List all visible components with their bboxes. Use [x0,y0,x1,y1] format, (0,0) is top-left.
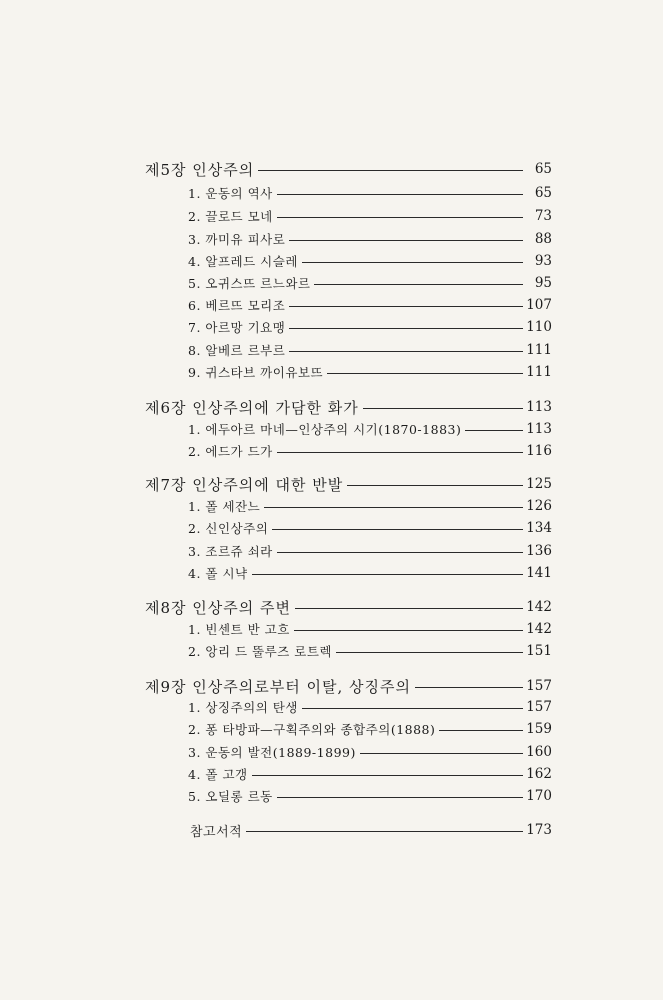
toc-chapter-6 [145,397,552,417]
toc-entry-label: 3. 운동의 발전(1889-1899) [188,745,356,760]
toc-page-number: 173 [526,822,552,838]
dot-leader [327,373,523,374]
toc-page-number: 142 [526,621,552,637]
toc-entry-label: 제6장 인상주의에 가담한 화가 [145,398,359,417]
toc-page-number: 170 [526,788,552,804]
dot-leader [289,351,523,352]
toc-page-number: 93 [534,253,552,269]
toc-page-number: 116 [526,443,552,459]
toc-section [188,719,552,739]
toc-section [188,419,552,439]
toc-page-number: 111 [526,364,552,380]
toc-section [188,786,552,806]
dot-leader [336,652,523,653]
toc-entry-label: 6. 베르뜨 모리조 [188,298,286,313]
toc-page-number: 134 [526,520,552,536]
toc-section [188,362,552,382]
dot-leader [289,240,523,241]
dot-leader [302,708,523,709]
toc-section [188,340,552,360]
toc-page-number: 160 [526,744,552,760]
dot-leader [277,217,523,218]
toc-page-number: 88 [534,231,552,247]
toc-entry-label: 2. 끌로드 모네 [188,209,273,224]
toc-page-number: 110 [526,319,552,335]
toc-section [188,619,552,639]
toc-section [188,518,552,538]
dot-leader [272,529,523,530]
toc-page-number: 107 [526,297,552,313]
toc-entry-label: 2. 앙리 드 뚤루즈 로트렉 [188,644,332,659]
dot-leader [277,452,523,453]
toc-bibliography [190,820,552,840]
toc-section [188,563,552,583]
toc-section [188,295,552,315]
toc-page-number: 95 [534,275,552,291]
toc-section [188,764,552,784]
toc-entry-label: 2. 에드가 드가 [188,444,273,459]
toc-page-number: 157 [526,678,552,694]
toc-entry-label: 4. 폴 고갱 [188,767,248,782]
dot-leader [289,306,523,307]
toc-section [188,541,552,561]
toc-page-number: 162 [526,766,552,782]
toc-entry-label: 1. 폴 세잔느 [188,499,261,514]
toc-chapter-8 [145,597,552,617]
toc-entry-label: 1. 상징주의의 탄생 [188,700,298,715]
toc-section [188,496,552,516]
toc-page-number: 65 [534,161,552,177]
toc-page-number: 141 [526,565,552,581]
toc-section [188,229,552,249]
toc-section [188,697,552,717]
toc-entry-label: 1. 에두아르 마네—인상주의 시기(1870-1883) [188,422,462,437]
toc-page-number: 159 [526,721,552,737]
toc-entry-label: 제9장 인상주의로부터 이탈, 상징주의 [145,677,411,696]
toc-page-number: 113 [526,421,552,437]
dot-leader [302,262,523,263]
toc-entry-label: 3. 조르쥬 쇠라 [188,544,273,559]
toc-entry-label: 4. 알프레드 시슬레 [188,254,298,269]
dot-leader [277,194,523,195]
toc-page-number: 151 [526,643,552,659]
dot-leader [347,485,523,486]
toc-chapter-9 [145,676,552,696]
toc-entry-label: 2. 퐁 타방파—구획주의와 종합주의(1888) [188,722,436,737]
toc-section [188,183,552,203]
toc-section [188,317,552,337]
dot-leader [258,170,523,171]
toc-page-number: 126 [526,498,552,514]
toc-page-number: 142 [526,599,552,615]
toc-section [188,273,552,293]
toc-entry-label: 제7장 인상주의에 대한 반발 [145,475,344,494]
toc-section [188,742,552,762]
toc-entry-label: 5. 오귀스뜨 르느와르 [188,276,311,291]
toc-entry-label: 제5장 인상주의 [145,160,255,179]
toc-chapter-5 [145,159,552,179]
toc-entry-label: 5. 오딜롱 르동 [188,789,273,804]
toc-entry-label: 4. 폴 시냑 [188,566,248,581]
toc-entry-label: 제8장 인상주의 주변 [145,598,292,617]
toc-page-number: 65 [534,185,552,201]
dot-leader [465,430,523,431]
toc-page-number: 73 [534,208,552,224]
toc-entry-label: 8. 알베르 르부르 [188,343,286,358]
dot-leader [295,608,523,609]
toc-entry-label: 2. 신인상주의 [188,521,269,536]
toc-entry-label: 1. 빈센트 반 고흐 [188,622,290,637]
toc-entry-label: 1. 운동의 역사 [188,186,273,201]
toc-section [188,441,552,461]
toc-chapter-7 [145,474,552,494]
toc-section [188,251,552,271]
dot-leader [252,775,523,776]
toc-page-number: 111 [526,342,552,358]
dot-leader [289,328,523,329]
dot-leader [360,753,523,754]
toc-page-number: 157 [526,699,552,715]
dot-leader [252,574,523,575]
toc-page-number: 125 [526,476,552,492]
toc-entry-label: 참고서적 [190,824,243,840]
dot-leader [277,797,523,798]
toc-page-number: 113 [526,399,552,415]
toc-entry-label: 3. 까미유 피사로 [188,232,286,247]
dot-leader [277,552,523,553]
toc-entry-label: 7. 아르망 기요맹 [188,320,286,335]
dot-leader [363,408,523,409]
dot-leader [294,630,523,631]
dot-leader [439,730,523,731]
dot-leader [314,284,523,285]
dot-leader [264,507,523,508]
toc-page-number: 136 [526,543,552,559]
toc-entry-label: 9. 귀스타브 까이유보뜨 [188,365,324,380]
dot-leader [415,687,523,688]
dot-leader [246,831,523,832]
toc-section [188,206,552,226]
toc-section [188,641,552,661]
